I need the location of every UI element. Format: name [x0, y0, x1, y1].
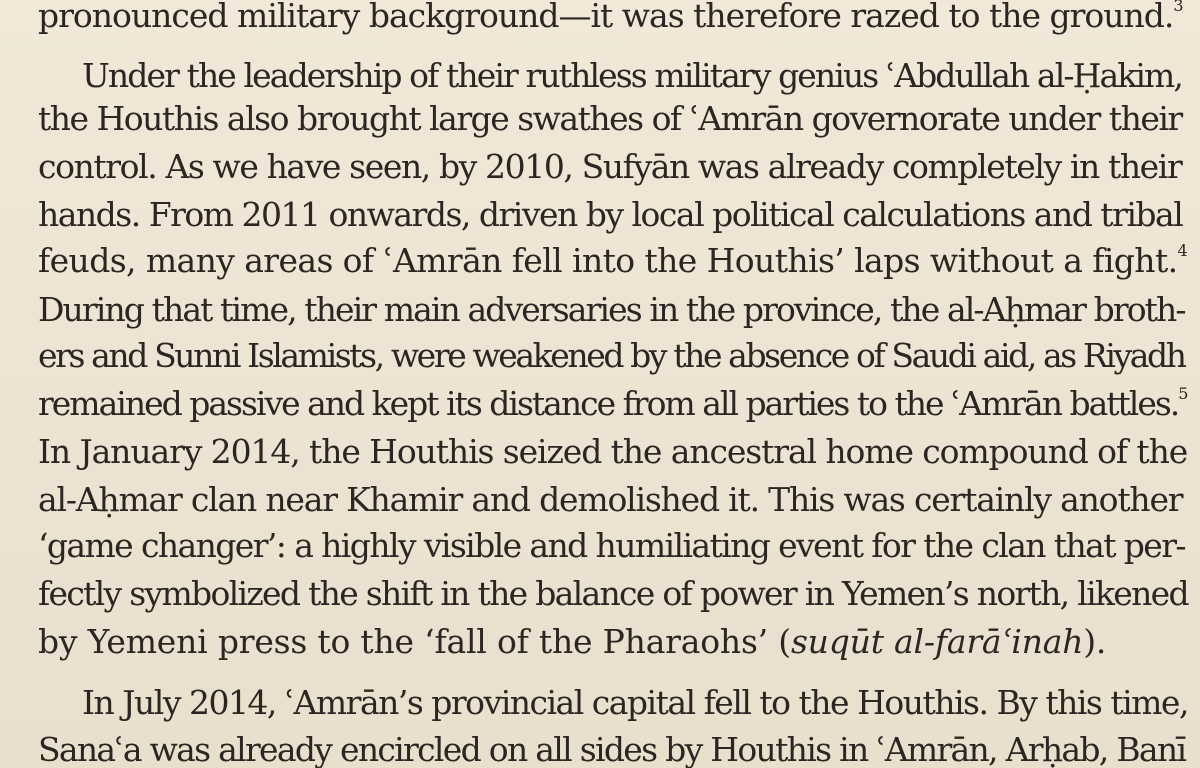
text-line-10: In January 2014, the Houthis seized the ancestral home compound of the [38, 432, 1188, 471]
italic-phrase: suqūt al-farāʿinah [790, 622, 1084, 661]
text-line-12: ‘game changer’: a highly visible and humiliating event for the clan that per- [38, 526, 1185, 565]
text-line-16: Sanaʿa was already encircled on all sides by Houthis in ʿAmrān, Arḥab, Banī [38, 730, 1186, 768]
text-line-11: al-Aḥmar clan near Khamir and demolished it. This was certainly another [38, 480, 1183, 519]
text-line-4: control. As we have seen, by 2010, Sufyān was already completely in their [38, 147, 1182, 186]
text-line-3: the Houthis also brought large swathes of ʿAmrān governorate under their [38, 99, 1182, 138]
text-line-8: ers and Sunni Islamists, were weakened by the absence of Saudi aid, as Riyadh [38, 336, 1185, 375]
text-line-2: Under the leadership of their ruthless military genius ʿAbdullah al-Ḥakim, [82, 56, 1182, 95]
text-line-1: pronounced military background—it was therefore razed to the ground.$^3$ [38, 0, 1183, 36]
text-line-13: fectly symbolized the shift in the balance of power in Yemen’s north, likened [38, 574, 1188, 613]
text-line-15: In July 2014, ʿAmrān’s provincial capital fell to the Houthis. By this time, [82, 683, 1188, 722]
text-line-14: by Yemeni press to the ‘fall of the Pharaohs’ (suqūt al-farāʿinah). [38, 622, 1107, 661]
footnote-marker-3: 3 [1173, 0, 1183, 15]
text-line-5: hands. From 2011 onwards, driven by local political calculations and tribal [38, 195, 1183, 234]
text-line-9: remained passive and kept its distance from all parties to the ʿAmrān battles.$^5$ [38, 384, 1187, 423]
text-line-7: During that time, their main adversaries in the province, the al-Aḥmar broth- [38, 290, 1185, 329]
footnote-marker-5: 5 [1178, 384, 1187, 403]
footnote-marker-4: 4 [1177, 241, 1188, 260]
text-line-6: feuds, many areas of ʿAmrān fell into the Houthis’ laps without a fight.$^4$ [38, 241, 1188, 280]
